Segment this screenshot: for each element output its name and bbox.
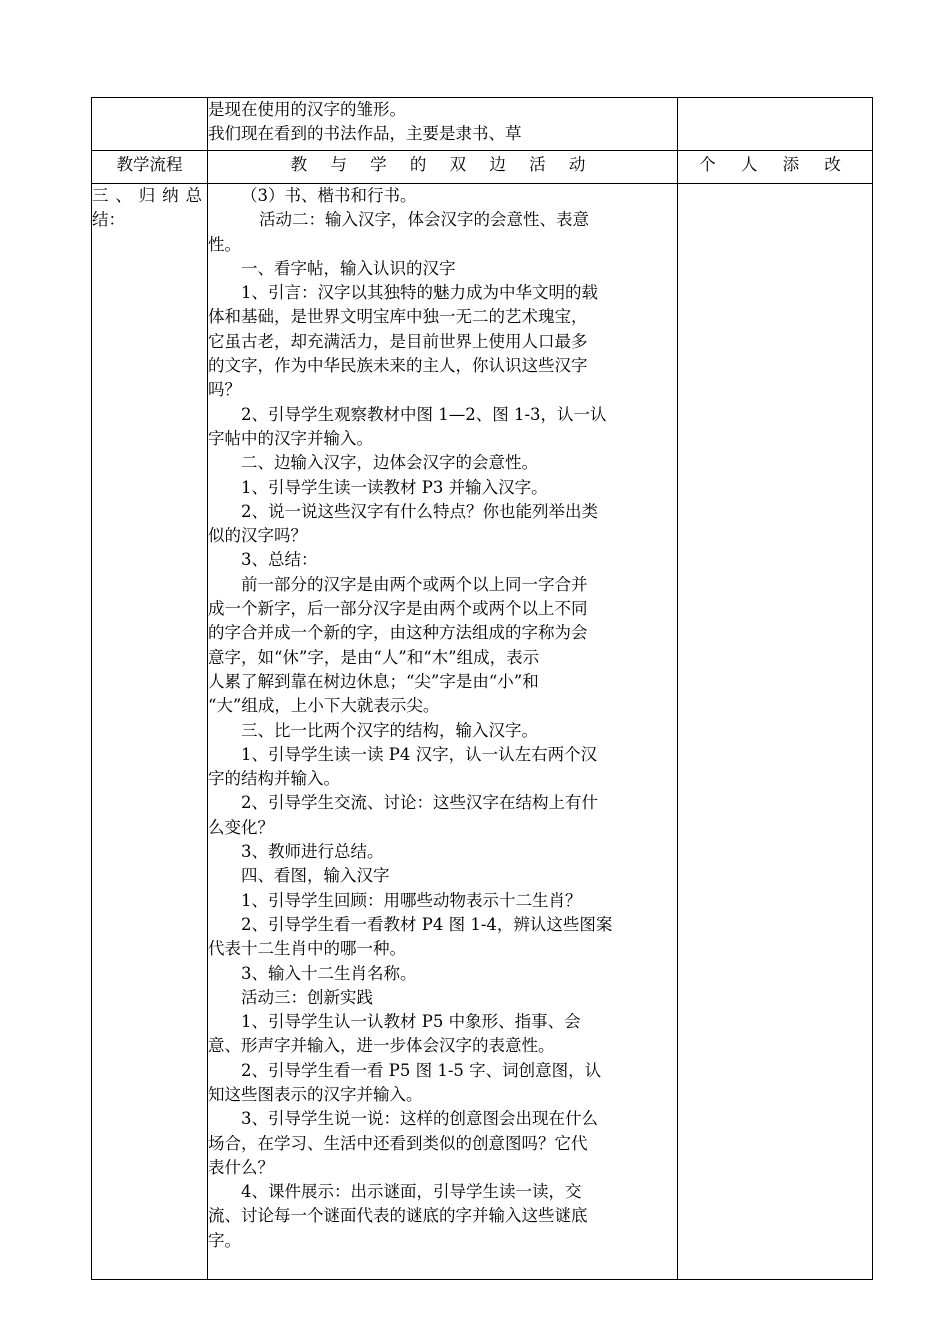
lesson-plan-table <box>91 97 873 1280</box>
activity-line: 二、边输入汉字，边体会汉字的会意性。 <box>241 453 538 473</box>
activity-line: 3、输入十二生肖名称。 <box>241 963 417 983</box>
activity-line: 4、课件展示：出示谜面，引导学生读一读，交 <box>241 1182 582 1202</box>
activity-line: 3、教师进行总结。 <box>241 842 384 862</box>
activity-line: 的字合并成一个新的字，由这种方法组成的字称为会 <box>208 623 588 643</box>
activity-line: 四、看图，输入汉字 <box>241 866 390 886</box>
activity-line: （3）书、楷书和行书。 <box>241 186 417 205</box>
activity-line: 性。 <box>208 234 241 254</box>
activities-content-cell <box>208 184 678 1280</box>
header-teaching-process: 教学流程 <box>92 151 208 184</box>
continuation-row <box>92 98 873 151</box>
section-label-line1: 三 、 归 纳 总 <box>92 186 202 205</box>
continuation-label-cell <box>92 98 208 151</box>
activity-line: 流、讨论每一个谜面代表的谜底的字并输入这些谜底 <box>208 1206 588 1226</box>
continuation-line: 是现在使用的汉字的雏形。 <box>208 100 406 119</box>
activity-line: 2、引导学生观察教材中图 1—2、图 1-3，认一认 <box>241 404 607 424</box>
activity-line: 字的结构并输入。 <box>208 769 340 789</box>
section-label-cell <box>92 184 208 1280</box>
activity-line: 1、引导学生回顾：用哪些动物表示十二生肖？ <box>241 890 582 910</box>
activity-line: 前一部分的汉字是由两个或两个以上同一字合并 <box>241 574 588 594</box>
activity-line: 2、说一说这些汉字有什么特点？你也能列举出类 <box>241 501 598 521</box>
activity-line: 吗？ <box>208 380 241 400</box>
header-row <box>92 151 873 184</box>
activity-line: 一、看字帖，输入认识的汉字 <box>241 258 456 278</box>
activity-line: 表什么？ <box>208 1157 274 1177</box>
revisions-cell <box>678 184 873 1280</box>
activity-line: 2、引导学生看一看教材 P4 图 1-4，辨认这些图案 <box>241 914 613 934</box>
activity-line: 1、引导学生读一读 P4 汉字，认一认左右两个汉 <box>241 744 598 764</box>
activity-line: 意字，如“休”字，是由“人”和“木”组成，表示 <box>208 647 540 667</box>
activity-line: 体和基础，是世界文明宝库中独一无二的艺术瑰宝， <box>208 307 588 327</box>
activity-line: 1、引言：汉字以其独特的魅力成为中华文明的载 <box>241 283 598 303</box>
continuation-content-cell <box>208 98 678 151</box>
content-row <box>92 184 873 1280</box>
activity-line: 么变化？ <box>208 817 274 837</box>
continuation-notes-cell <box>678 98 873 151</box>
activity-line: 场合，在学习、生活中还看到类似的创意图吗？它代 <box>208 1133 588 1153</box>
activity-line: 字。 <box>208 1230 241 1250</box>
activity-line: 1、引导学生读一读教材 P3 并输入汉字。 <box>241 477 548 497</box>
activity-line: 3、引导学生说一说：这样的创意图会出现在什么 <box>241 1109 598 1129</box>
activity-line: 意、形声字并输入，进一步体会汉字的表意性。 <box>208 1036 555 1056</box>
continuation-line: 我们现在看到的书法作品，主要是隶书、草 <box>208 124 522 144</box>
activity-line: 1、引导学生认一认教材 P5 中象形、指事、会 <box>241 1012 581 1032</box>
activity-line: “大”组成，上小下大就表示尖。 <box>208 696 440 716</box>
section-label-line2: 结： <box>92 210 125 230</box>
header-teaching-activities: 教 与 学 的 双 边 活 动 <box>208 151 678 184</box>
activity-line: 人累了解到靠在树边休息；“尖”字是由“小”和 <box>208 671 539 691</box>
activity-line: 字帖中的汉字并输入。 <box>208 428 373 448</box>
activity-line: 活动二：输入汉字，体会汉字的会意性、表意 <box>259 210 589 230</box>
activity-line: 的文字，作为中华民族未来的主人，你认识这些汉字 <box>208 356 588 376</box>
activity-line: 活动三：创新实践 <box>241 987 373 1007</box>
activity-line: 2、引导学生看一看 P5 图 1-5 字、词创意图，认 <box>241 1060 602 1080</box>
activity-line: 似的汉字吗？ <box>208 526 307 546</box>
activity-line: 三、比一比两个汉字的结构，输入汉字。 <box>241 720 538 740</box>
header-personal-revisions: 个 人 添 改 <box>678 151 873 184</box>
activity-line: 成一个新字，后一部分汉字是由两个或两个以上不同 <box>208 599 588 619</box>
activity-line: 2、引导学生交流、讨论：这些汉字在结构上有什 <box>241 793 598 813</box>
activity-line: 知这些图表示的汉字并输入。 <box>208 1084 423 1104</box>
activity-line: 代表十二生肖中的哪一种。 <box>208 939 406 959</box>
activity-line: 3、总结： <box>241 550 318 570</box>
activity-line: 它虽古老，却充满活力，是目前世界上使用人口最多 <box>208 331 588 351</box>
